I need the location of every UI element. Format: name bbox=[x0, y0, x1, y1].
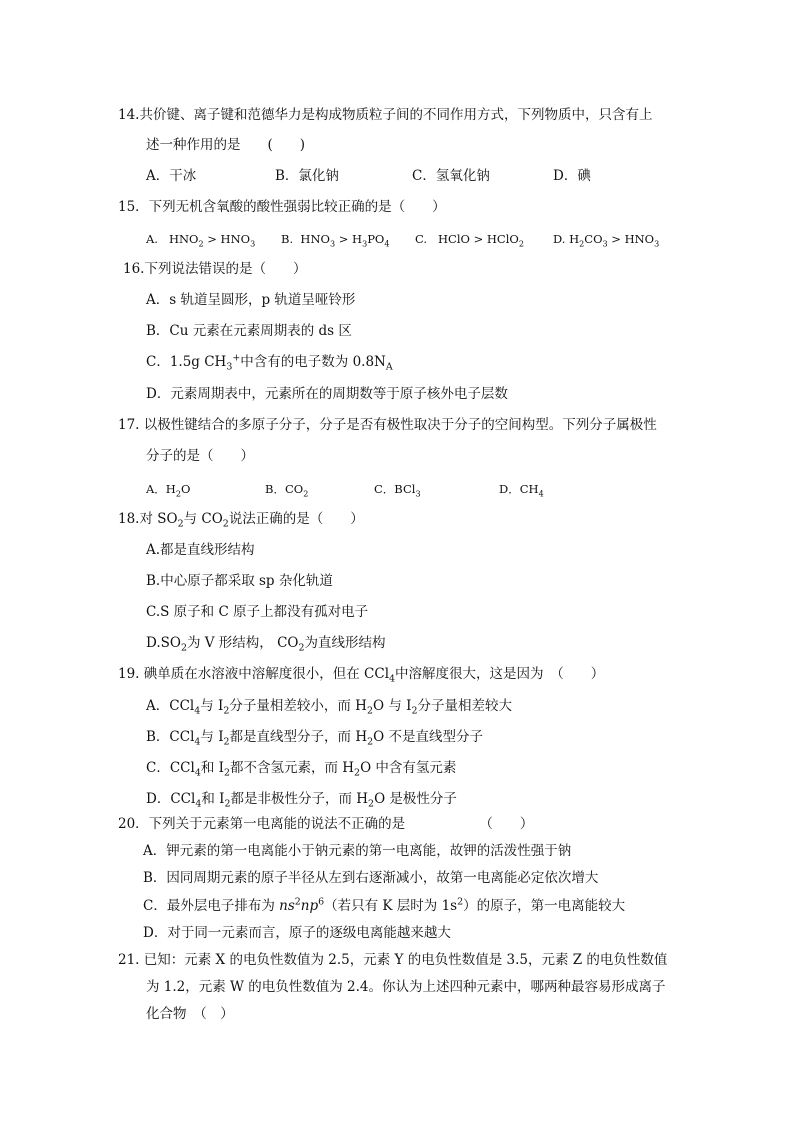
q21-stem-line1: 21. 已知：元素 X 的电负性数值为 2.5，元素 Y 的电负性数值是 3.5，元素 Z 的电负性数值 bbox=[118, 952, 668, 968]
q20-option-c: C．最外层电子排布为 $ns^2np^6$（若只有 K 层时为 $1s^2$）的原子，第一电离能较大 bbox=[143, 896, 626, 914]
q19-option-a: A．CCl$_4$与 $I_2$分子量相差较小，而 $H_2O$ 与 $I_2$分子量相差较大 bbox=[146, 698, 512, 717]
q14-option-c: C．氢氧化钠 bbox=[412, 168, 490, 184]
q17-option-a: A．$H_2O$ bbox=[146, 482, 191, 499]
q19-option-b: B．CCl$_4$与 $I_2$都是直线型分子，而 $H_2O$ 不是直线型分子 bbox=[146, 729, 484, 748]
q15-stem: 15．下列无机含氧酸的酸性强弱比较正确的是（ ） bbox=[118, 199, 446, 215]
q18-option-b: B.中心原子都采取 sp 杂化轨道 bbox=[146, 573, 333, 589]
q19-option-d: D．CCl$_4$和 $I_2$都是非极性分子，而 $H_2O$ 是极性分子 bbox=[146, 791, 457, 810]
q18-option-c: C.S 原子和 C 原子上都没有孤对电子 bbox=[146, 604, 369, 620]
q14-stem-line1: 14.共价键、离子键和范德华力是构成物质粒子间的不同作用方式，下列物质中，只含有上 bbox=[118, 107, 653, 123]
q16-option-b: B．Cu 元素在元素周期表的 ds 区 bbox=[146, 323, 352, 339]
q18-stem: 18.对 $SO_2$与 $CO_2$说法正确的是（ ） bbox=[118, 511, 364, 530]
q15-option-c: C. HClO > HClO$_2$ bbox=[415, 232, 524, 249]
q17-stem-line2: 分子的是（ ） bbox=[146, 448, 254, 464]
q16-option-a: A．s 轨道呈圆形，p 轨道呈哑铃形 bbox=[146, 292, 356, 308]
q18-option-a: A.都是直线形结构 bbox=[146, 542, 255, 558]
q14-option-b: B．氯化钠 bbox=[275, 168, 339, 184]
q17-option-c: C．BCl$_3$ bbox=[374, 482, 421, 499]
q15-option-a: A. $HNO_2 > HNO_3$ bbox=[146, 232, 256, 249]
q15-option-d: D. $H_2CO_3 > HNO_3$ bbox=[553, 232, 660, 249]
q20-option-a: A．钾元素的第一电离能小于钠元素的第一电离能，故钾的活泼性强于钠 bbox=[143, 843, 572, 859]
q17-stem-line1: 17. 以极性键结合的多原子分子，分子是否有极性取决于分子的空间构型。下列分子属极性 bbox=[118, 417, 657, 433]
q15-option-b: B. $HNO_3 > H_3PO_4$ bbox=[281, 232, 390, 249]
q21-stem-line2: 为 1.2，元素 W 的电负性数值为 2.4。你认为上述四种元素中，哪两种最容易形成离子 bbox=[146, 979, 666, 995]
q16-option-c: C．1.5g $CH_3^+$中含有的电子数为 $0.8N_A$ bbox=[146, 352, 393, 373]
q20-option-b: B．因同周期元素的原子半径从左到右逐渐减小，故第一电离能必定依次增大 bbox=[143, 870, 599, 886]
q19-stem: 19. 碘单质在水溶液中溶解度很小，但在 CCl$_4$中溶解度很大，这是因为 （ ） bbox=[118, 666, 605, 685]
q14-option-d: D．碘 bbox=[553, 168, 591, 184]
q18-option-d: $D.SO_2$为 V 形结构， $CO_2$为直线形结构 bbox=[146, 635, 386, 654]
q14-stem-line2: 述一种作用的是 ( ) bbox=[146, 137, 306, 153]
q17-option-d: D．$CH_4$ bbox=[499, 482, 544, 499]
q20-stem: 20．下列关于元素第一电离能的说法不正确的是 （ ） bbox=[118, 816, 534, 832]
q20-option-d: D．对于同一元素而言，原子的逐级电离能越来越大 bbox=[143, 925, 451, 941]
q17-option-b: B．$CO_2$ bbox=[265, 482, 309, 499]
q16-option-d: D．元素周期表中，元素所在的周期数等于原子核外电子层数 bbox=[146, 386, 508, 402]
q21-stem-line3: 化合物 （ ） bbox=[146, 1006, 234, 1022]
q14-option-a: A．干冰 bbox=[146, 168, 197, 184]
q19-option-c: C．CCl$_4$和 $I_2$都不含氢元素，而 $H_2O$ 中含有氢元素 bbox=[146, 760, 457, 779]
q16-stem: 16.下列说法错误的是（ ） bbox=[123, 261, 307, 277]
